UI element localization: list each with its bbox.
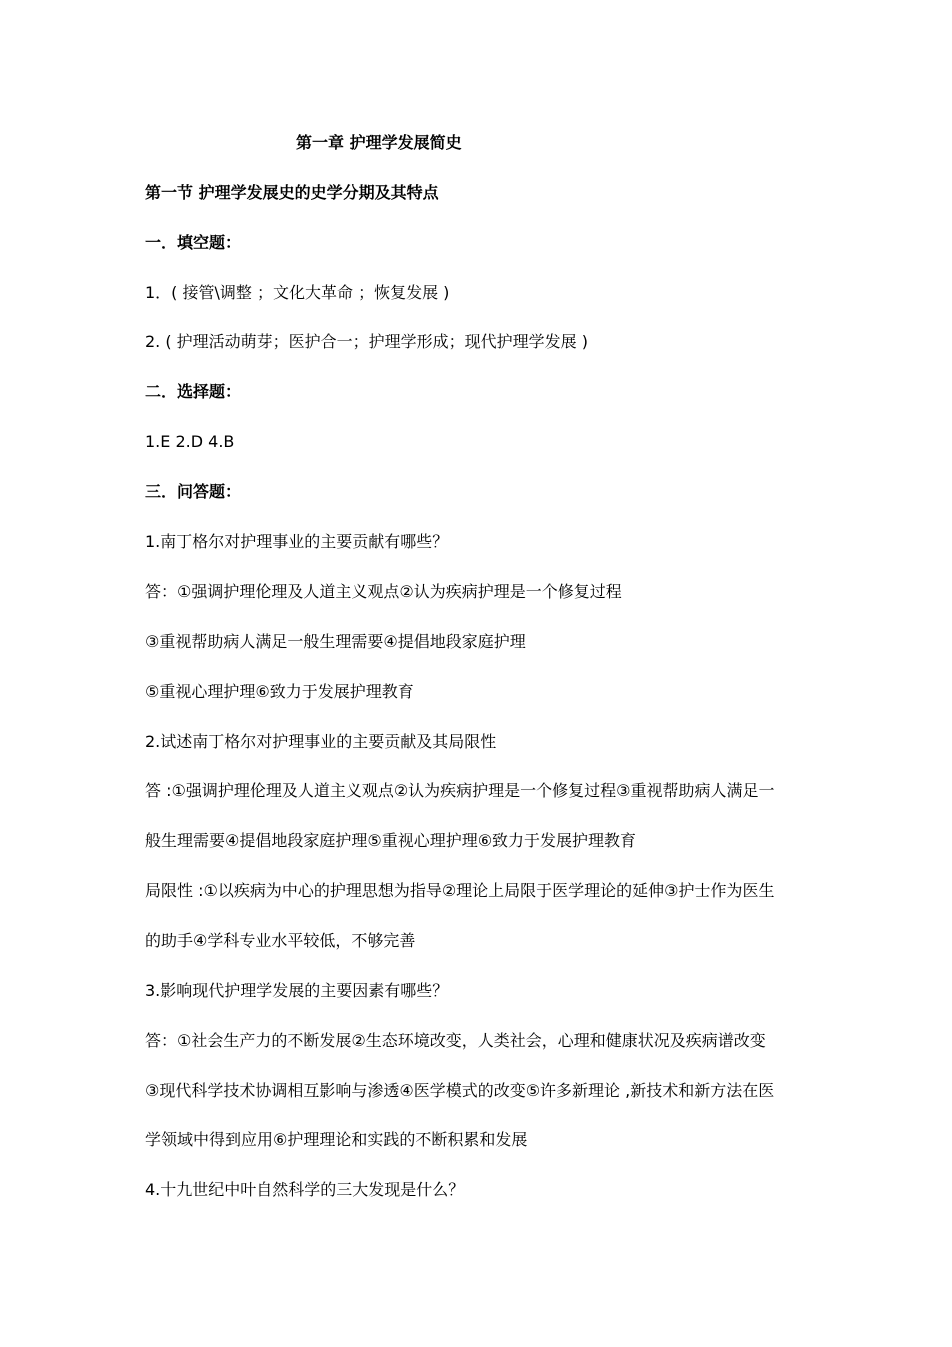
answer-2-line-2: 般生理需要④提倡地段家庭护理⑤重视心理护理⑥致力于发展护理教育 — [145, 831, 637, 850]
question-2: 2.试述南丁格尔对护理事业的主要贡献及其局限性 — [145, 732, 497, 751]
chapter-title: 第一章 护理学发展简史 — [296, 133, 462, 152]
answer-2-line-1: 答 :①强调护理伦理及人道主义观点②认为疾病护理是一个修复过程③重视帮助病人满足一 — [145, 781, 775, 800]
question-1: 1.南丁格尔对护理事业的主要贡献有哪些？ — [145, 532, 449, 551]
fill-in-heading: 一．填空题： — [145, 233, 242, 252]
fill-in-answer-1: 1．( 接管\调整 ；文化大革命 ；恢复发展 ) — [145, 283, 450, 302]
qa-heading: 三．问答题： — [145, 482, 242, 501]
multiple-choice-answers: 1.E 2.D 4.B — [145, 432, 235, 451]
answer-1-line-3: ⑤重视心理护理⑥致力于发展护理教育 — [145, 682, 414, 701]
limitation-line-2: 的助手④学科专业水平较低，不够完善 — [145, 931, 416, 950]
question-3: 3.影响现代护理学发展的主要因素有哪些？ — [145, 981, 449, 1000]
multiple-choice-heading: 二．选择题： — [145, 382, 242, 401]
question-4: 4.十九世纪中叶自然科学的三大发现是什么？ — [145, 1180, 465, 1199]
answer-3-line-2: ③现代科学技术协调相互影响与渗透④医学模式的改变⑤许多新理论 ,新技术和新方法在医 — [145, 1081, 775, 1100]
limitation-line-1: 局限性 :①以疾病为中心的护理思想为指导②理论上局限于医学理论的延伸③护士作为医生 — [145, 881, 775, 900]
answer-3-line-1: 答：①社会生产力的不断发展②生态环境改变，人类社会，心理和健康状况及疾病谱改变 — [145, 1031, 766, 1050]
section-title: 第一节 护理学发展史的史学分期及其特点 — [145, 183, 439, 202]
answer-1-line-1: 答：①强调护理伦理及人道主义观点②认为疾病护理是一个修复过程 — [145, 582, 622, 601]
answer-3-line-3: 学领域中得到应用⑥护理理论和实践的不断积累和发展 — [145, 1130, 528, 1149]
answer-1-line-2: ③重视帮助病人满足一般生理需要④提倡地段家庭护理 — [145, 632, 526, 651]
fill-in-answer-2: 2. ( 护理活动萌芽；医护合一；护理学形成；现代护理学发展 ) — [145, 332, 589, 351]
